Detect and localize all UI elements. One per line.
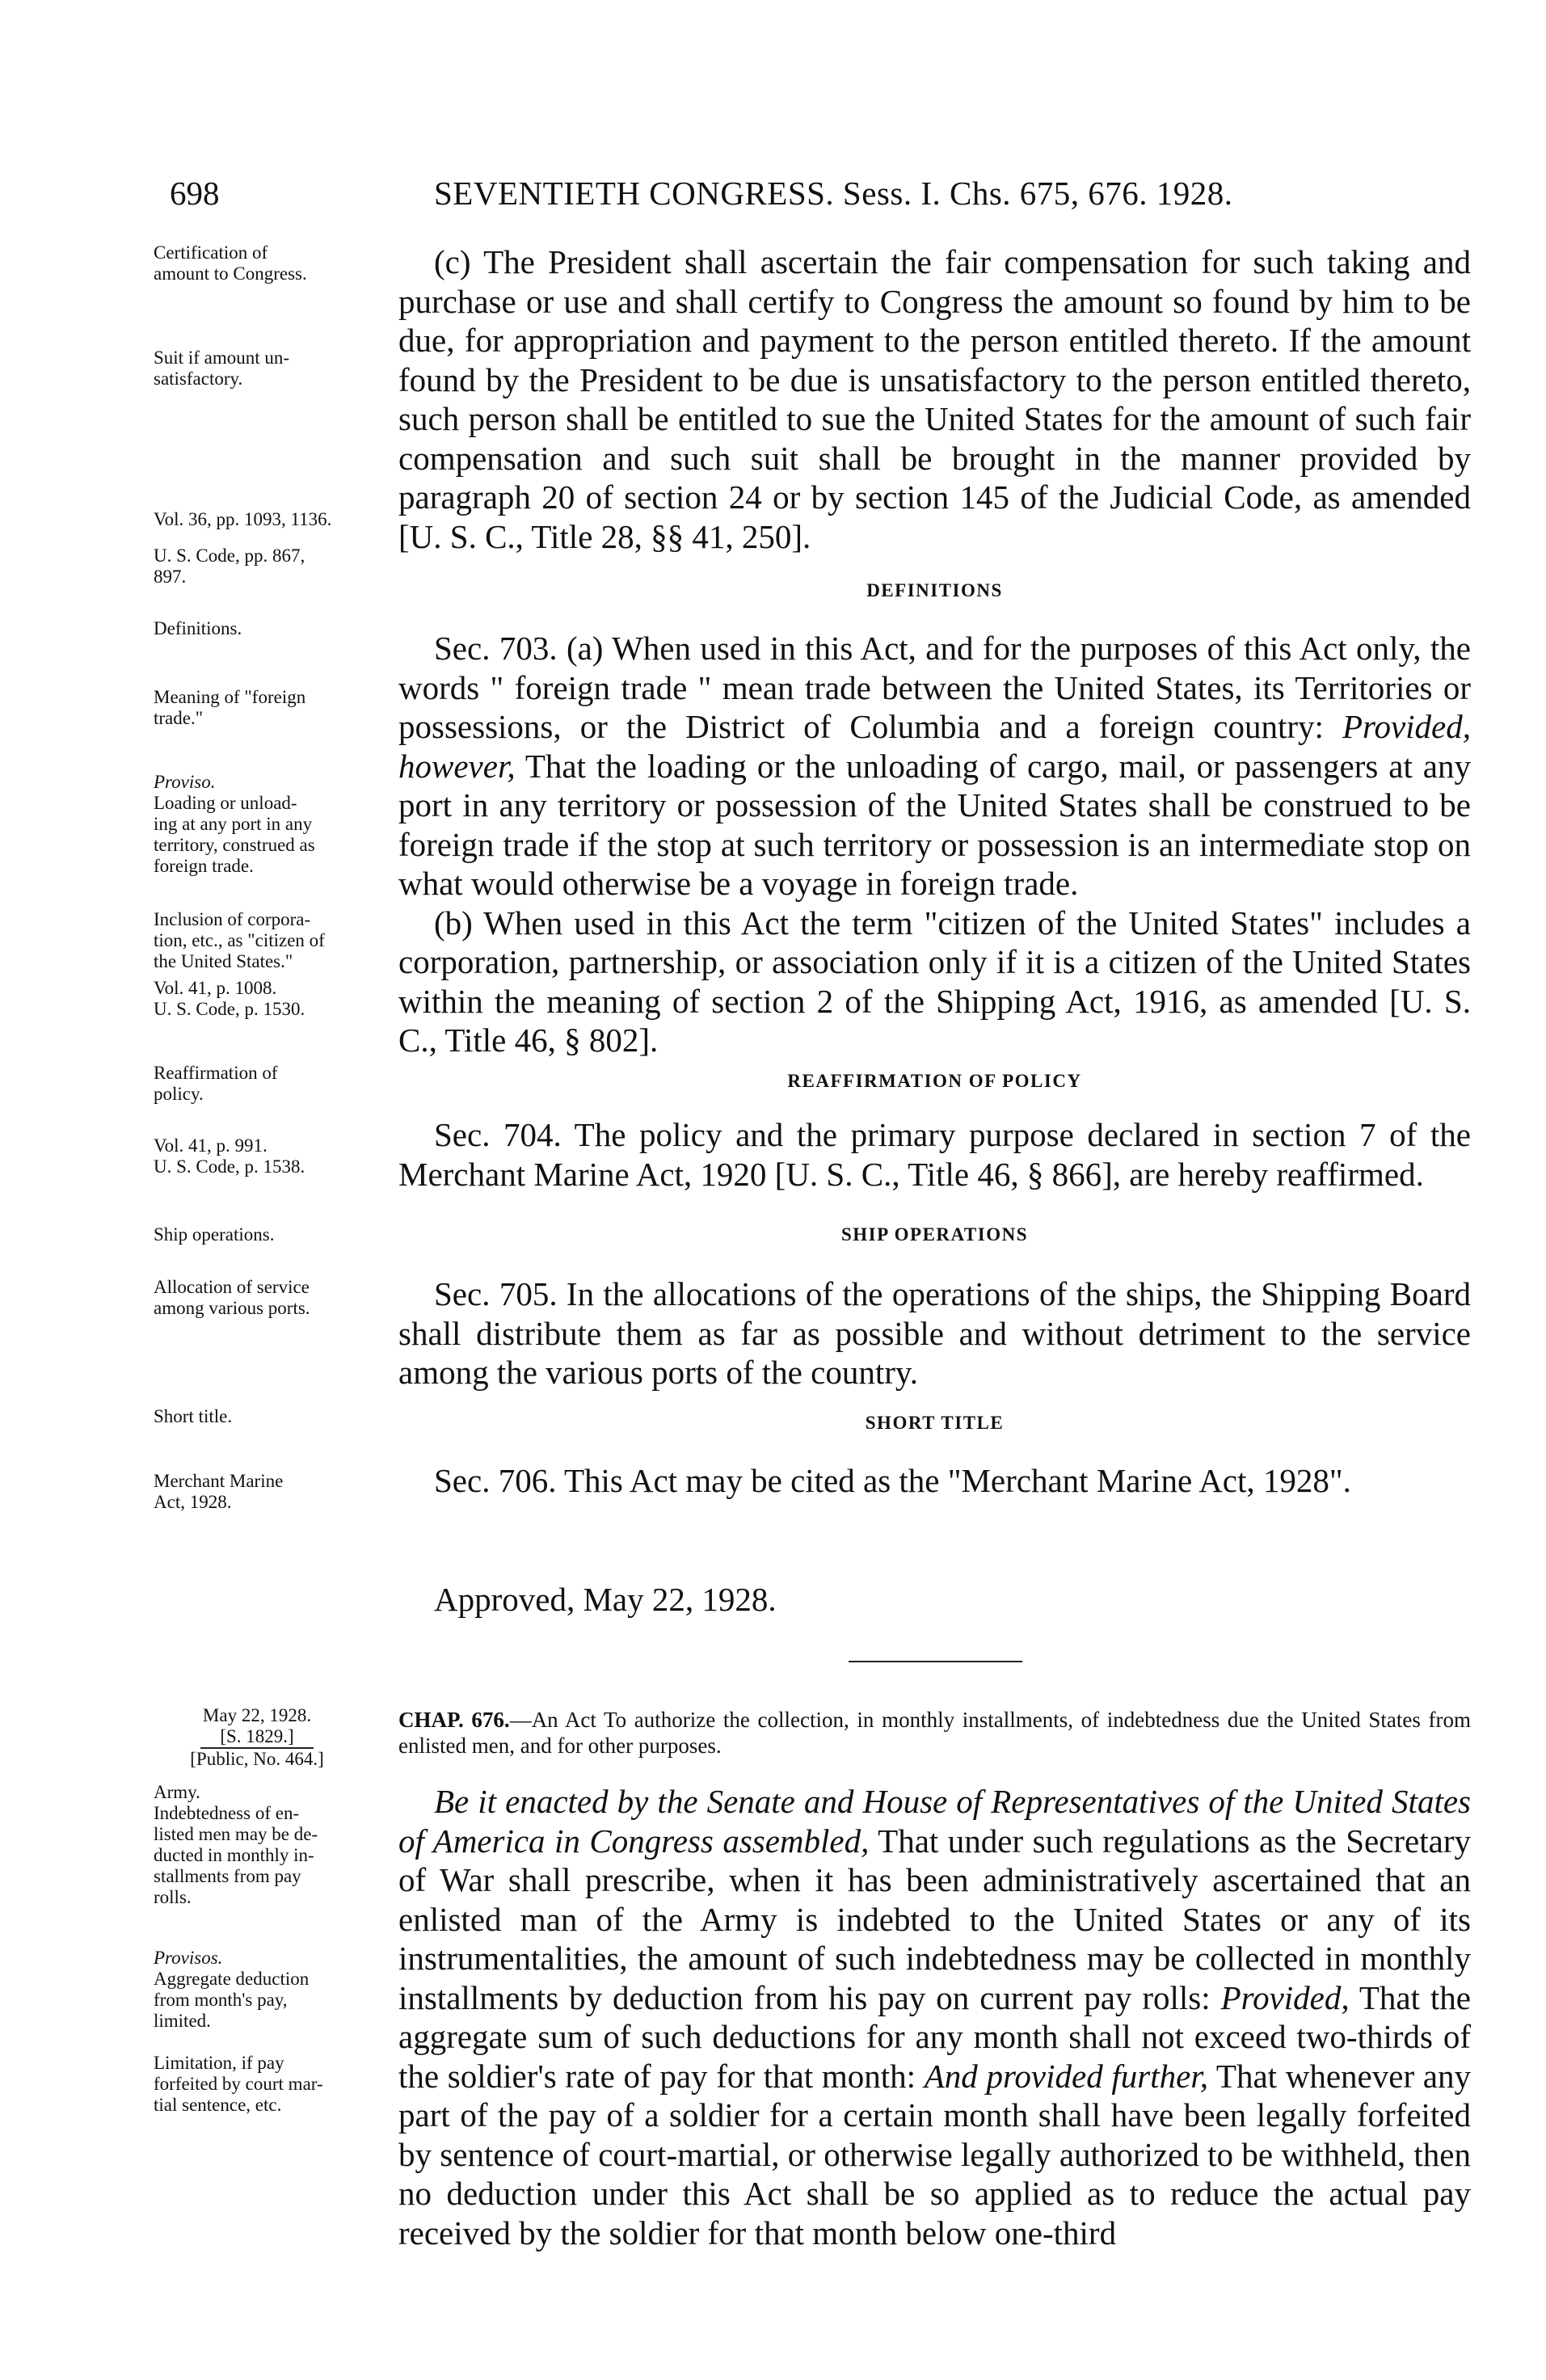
section-705: Sec. 705. In the allocations of the operations of the ships, the Shipping Board shall distribute them as far as possible and without detriment to the service among the various ports of the country.: [398, 1275, 1471, 1391]
page-number: 698: [170, 175, 220, 212]
chapter-676-text: Be it enacted by the Senate and House of Representatives of the United States of America in Congress assembled, That under such regulations as the Secretary of War shall prescribe, when it has been administratively ascertained that an enlisted man of the Army is indebted to the United States or any of its instrumentalities, the amount of such indebtedness may be collected in monthly installments by deduction from his pay on current pay rolls: Provided, That the aggregate sum of such deductions for any month shall not exceed two-thirds of the soldier's rate of pay for that month: And provided further, That whenever any part of the pay of a soldier for a certain month shall have been legally forfeited by sentence of court-martial, or otherwise legally authorized to be withheld, then no deduction under this Act shall be so applied as to reduce the actual pay received by the soldier for that month below one-third: [398, 1783, 1471, 2252]
margin-note: Provisos. Aggregate deduction from month's pay, limited.: [154, 1948, 310, 2031]
margin-note: Vol. 41, p. 991. U. S. Code, p. 1538.: [154, 1135, 305, 1177]
margin-note: Inclusion of corpora- tion, etc., as "citizen of the United States.": [154, 909, 325, 971]
margin-note: Allocation of service among various ports.: [154, 1277, 310, 1318]
margin-note: Definitions.: [154, 618, 242, 638]
margin-note: Merchant Marine Act, 1928.: [154, 1471, 284, 1512]
heading-definitions: DEFINITIONS: [866, 580, 1003, 600]
heading-ship-operations: SHIP OPERATIONS: [840, 1224, 1029, 1245]
heading-reaffirmation: REAFFIRMATION OF POLICY: [787, 1071, 1082, 1091]
margin-note: U. S. Code, pp. 867, 897.: [154, 546, 305, 587]
margin-note: Vol. 41, p. 1008. U. S. Code, p. 1530.: [154, 978, 305, 1019]
margin-note: Reaffirmation of policy.: [154, 1063, 278, 1104]
margin-note: Limitation, if pay forfeited by court mar- tial sentence, etc.: [154, 2053, 323, 2115]
approval-line: Approved, May 22, 1928.: [434, 1581, 777, 1618]
chapter-title: CHAP. 676.—An Act To authorize the collection, in monthly installments, of indebtedness due the United States from enlisted men, and for other purposes.: [398, 1708, 1471, 1758]
chapter-caption: May 22, 1928. [S. 1829.] [Public, No. 464.]: [190, 1705, 324, 1769]
chapter-divider: [849, 1661, 1022, 1662]
running-title: SEVENTIETH CONGRESS. Sess. I. Chs. 675, 676. 1928.: [434, 175, 1233, 212]
margin-note: Army. Indebtedness of en- listed men may be de- ducted in monthly in- stallments from pay rolls.: [154, 1782, 318, 1907]
margin-note: Ship operations.: [154, 1224, 275, 1245]
margin-note: Certification of amount to Congress.: [154, 242, 307, 284]
section-c-paragraph: (c) The President shall ascertain the fair compensation for such taking and purchase or use and shall certify to Congress the amount so found by him to be due, for appropriation and payment to the person entitled thereto. If the amount found by the President to be due is unsatisfactory to the person entitled thereto, such person shall be entitled to sue the United States for the amount of such fair compensation and such suit shall be brought in the manner provided by paragraph 20 of section 24 or by section 145 of the Judicial Code, as amended [U. S. C., Title 28, §§ 41, 250].: [398, 243, 1471, 555]
section-704: Sec. 704. The policy and the primary purpose declared in section 7 of the Merchant Marine Act, 1920 [U. S. C., Title 46, § 866], are hereby reaffirmed.: [398, 1116, 1471, 1193]
heading-short-title: SHORT TITLE: [865, 1413, 1005, 1433]
margin-note: Vol. 36, pp. 1093, 1136.: [154, 509, 332, 529]
margin-note: Suit if amount un- satisfactory.: [154, 348, 290, 389]
margin-note: Proviso. Loading or unload- ing at any port in any territory, construed as foreign trade.: [154, 772, 315, 876]
margin-note: Short title.: [154, 1406, 233, 1426]
section-703: Sec. 703. (a) When used in this Act, and for the purposes of this Act only, the words " foreign trade " mean trade between the United States, its Territories or possessions, or the District of Columbia and a foreign country: Provided, however, That the loading or the unloading of cargo, mail, or passengers at any port in any territory or possession of the United States shall be construed to be foreign trade if the stop at such territory or possession is an intermediate stop on what would otherwise be a voyage in foreign trade. (b) When used in this Act the term "citizen of the United States" includes a corporation, partnership, or association only if it is a citizen of the United States within the meaning of section 2 of the Shipping Act, 1916, as amended [U. S. C., Title 46, § 802].: [398, 630, 1471, 1059]
section-706: Sec. 706. This Act may be cited as the "Merchant Marine Act, 1928".: [434, 1462, 1351, 1499]
margin-note: Meaning of "foreign trade.": [154, 687, 306, 728]
page-header: [170, 174, 1471, 222]
